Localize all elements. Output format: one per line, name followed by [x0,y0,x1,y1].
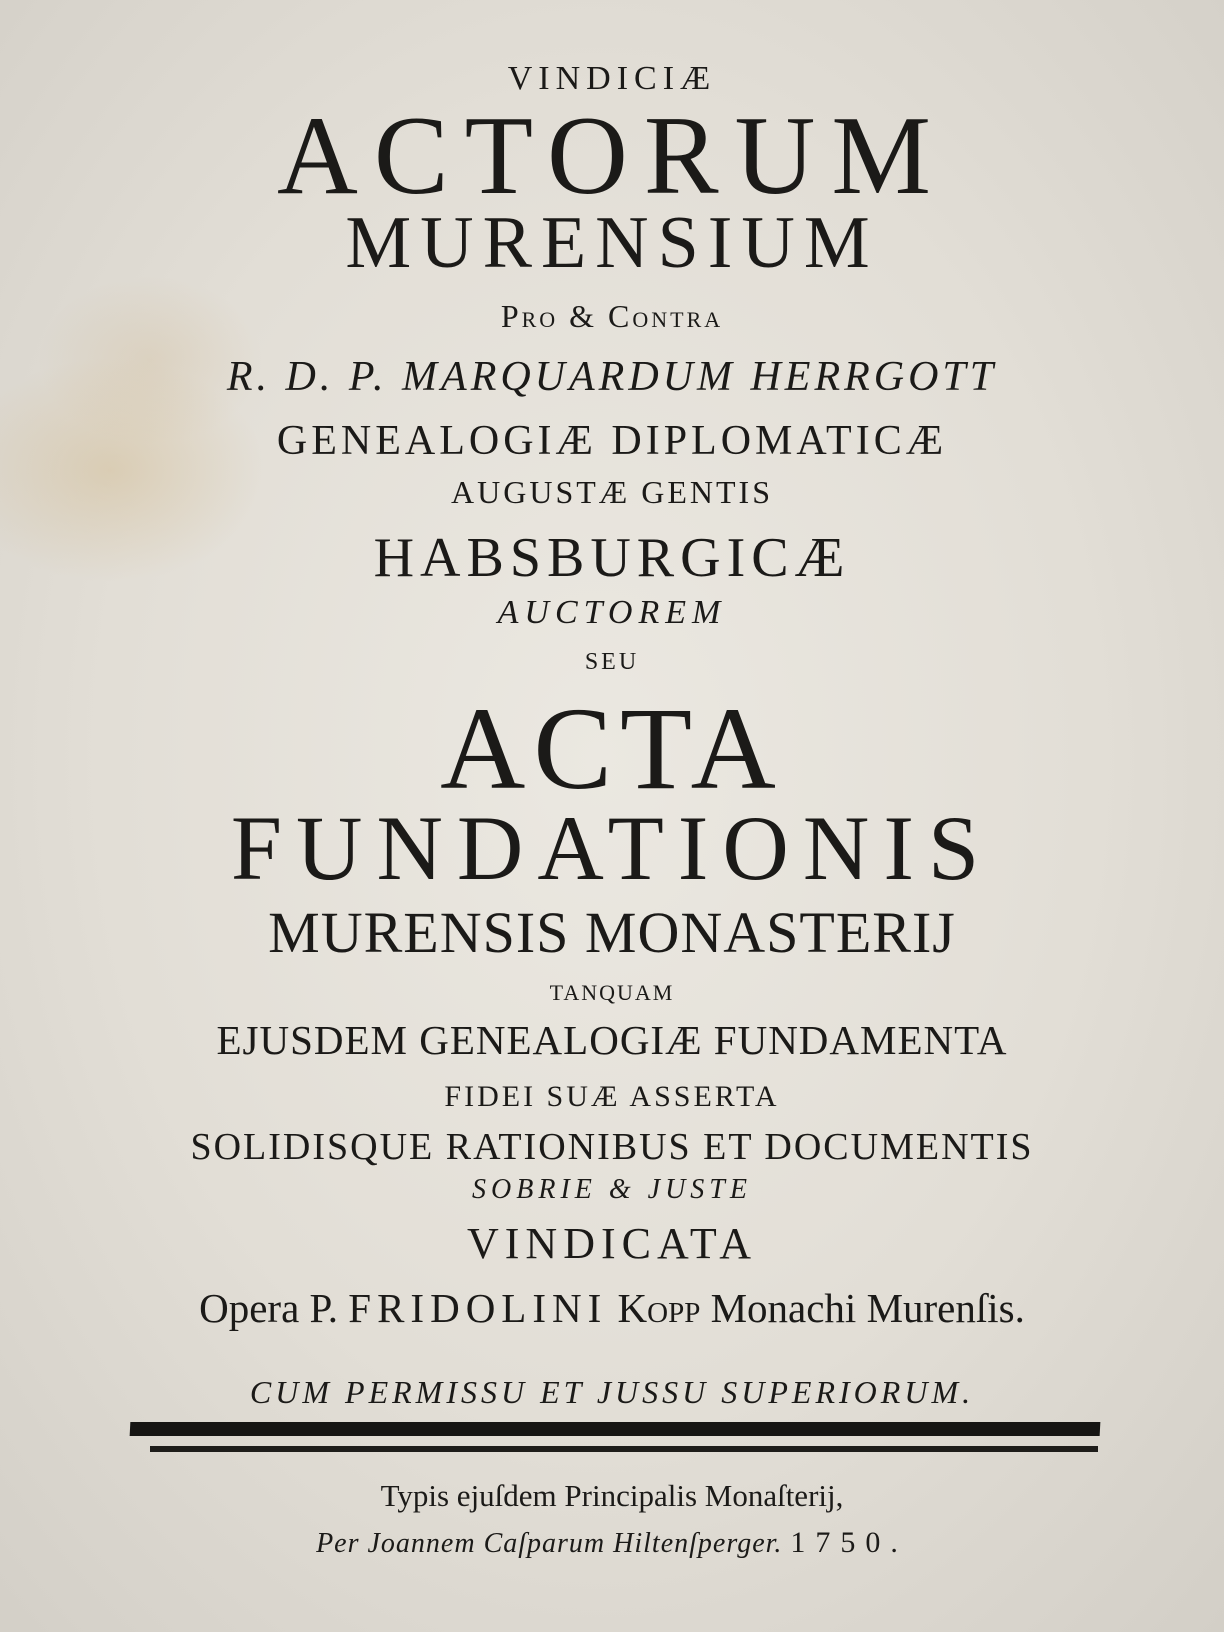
author-suffix: Monachi Murenſis. [710,1285,1025,1331]
author-prefix: Opera P. [199,1285,339,1331]
fundationis-heading: FUNDATIONIS [230,797,994,899]
printer-name: Per Joannem Caſparum Hiltenſperger. [316,1528,783,1559]
augustae-line: AUGUSTÆ GENTIS [451,474,773,510]
tanquam-line: TANQUAM [549,980,675,1005]
auctorem-line: AUCTOREM [497,594,727,631]
seu-line: SEU [584,649,640,675]
habsburgicae-heading: HABSBURGICÆ [373,527,851,589]
printer-line [0,1528,1224,1558]
solidisque-line: SOLIDISQUE RATIONIBUS ET DOCUMENTIS [190,1126,1034,1168]
pro-contra-line: Pro & Contra [500,298,724,334]
actorum-heading: ACTORUM [276,94,948,218]
author-surname: Kopp [617,1285,701,1331]
permission-line: CUM PERMISSU ET JUSSU SUPERIORUM. [249,1374,975,1410]
imprint-line: Typis ejuſdem Principalis Monaſterij, [380,1478,844,1513]
vindiciae-line: VINDICIÆ [507,60,717,97]
ejusdem-line: EJUSDEM GENEALOGIÆ FUNDAMENTA [216,1017,1008,1063]
sobrie-line: SOBRIE & JUSTE [472,1174,752,1205]
author-first-name: FRIDOLINI [348,1285,608,1331]
murensium-heading: MURENSIUM [345,202,879,284]
publication-year: 1750. [790,1526,908,1559]
author-line [0,1285,1224,1331]
thin-rule [150,1446,1098,1452]
thick-rule [130,1422,1101,1436]
vindicata-heading: VINDICATA [466,1219,757,1268]
herrgott-line: R. D. P. MARQUARDUM HERRGOTT [226,354,998,400]
acta-heading: ACTA [440,683,784,814]
genealogiae-line: GENEALOGIÆ DIPLOMATICÆ [276,418,948,464]
fidei-line: FIDEI SUÆ ASSERTA [444,1080,780,1113]
murensis-monasterij-heading: MURENSIS MONASTERIJ [268,900,956,965]
